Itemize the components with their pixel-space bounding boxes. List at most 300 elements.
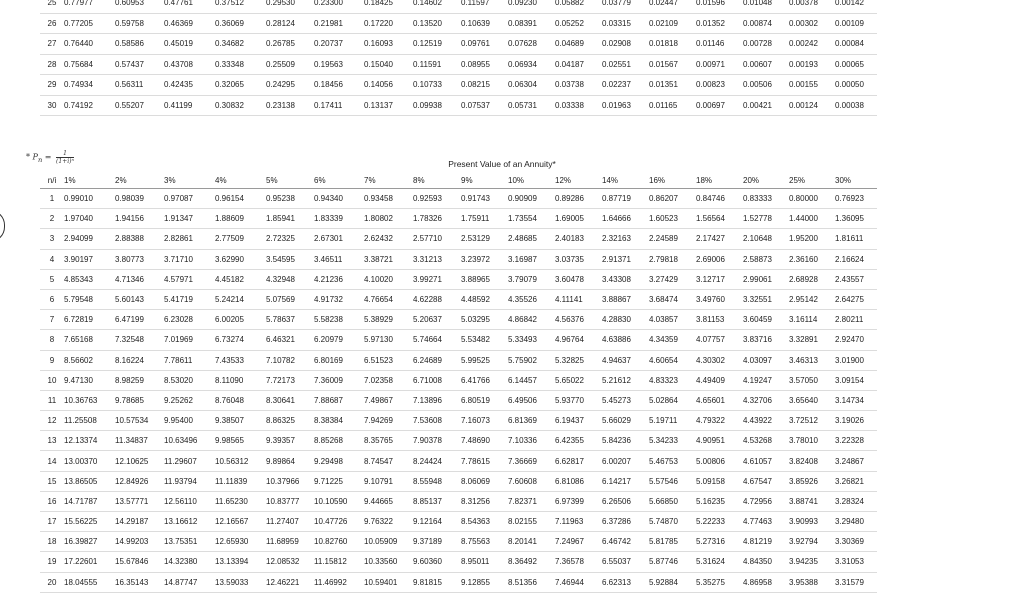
value-cell: 5.53482 (461, 330, 508, 350)
value-cell: 0.55207 (115, 95, 164, 116)
value-cell: 7.90378 (413, 431, 461, 451)
value-cell: 5.78637 (266, 310, 314, 330)
value-cell: 0.16093 (364, 34, 413, 55)
value-cell: 2.64275 (835, 289, 877, 309)
value-cell: 5.93770 (555, 390, 602, 410)
value-cell: 0.32065 (215, 75, 266, 96)
value-cell: 0.76923 (835, 189, 877, 209)
value-cell: 2.99061 (743, 269, 789, 289)
value-cell: 0.08391 (508, 13, 555, 34)
value-cell: 11.46992 (314, 572, 364, 592)
value-cell: 4.71346 (115, 269, 164, 289)
value-cell: 0.26785 (266, 34, 314, 55)
value-cell: 5.00806 (696, 451, 743, 471)
value-cell: 4.28830 (602, 310, 649, 330)
header-rate: 6% (314, 172, 364, 189)
period-cell: 3 (40, 229, 64, 249)
value-cell: 5.99525 (461, 350, 508, 370)
table-row (40, 390, 877, 410)
value-cell: 8.53020 (164, 370, 215, 390)
value-cell: 3.19026 (835, 411, 877, 431)
value-cell: 6.14457 (508, 370, 555, 390)
value-cell: 5.75902 (508, 350, 555, 370)
value-cell: 0.01963 (602, 95, 649, 116)
value-cell: 0.89286 (555, 189, 602, 209)
value-cell: 0.14056 (364, 75, 413, 96)
value-cell: 1.36095 (835, 209, 877, 229)
value-cell: 2.10648 (743, 229, 789, 249)
value-cell: 7.46944 (555, 572, 602, 592)
value-cell: 3.90993 (789, 512, 835, 532)
value-cell: 4.43922 (743, 411, 789, 431)
value-cell: 0.46369 (164, 13, 215, 34)
value-cell: 3.99271 (413, 269, 461, 289)
table-row (40, 411, 877, 431)
value-cell: 11.29607 (164, 451, 215, 471)
table-row (40, 330, 877, 350)
value-cell: 0.98039 (115, 189, 164, 209)
period-cell: 25 (40, 0, 64, 13)
value-cell: 11.25508 (64, 411, 115, 431)
value-cell: 0.11591 (413, 54, 461, 75)
value-cell: 5.46753 (649, 451, 696, 471)
value-cell: 10.82760 (314, 532, 364, 552)
value-cell: 5.84236 (602, 431, 649, 451)
value-cell: 2.77509 (215, 229, 266, 249)
value-cell: 3.46511 (314, 249, 364, 269)
value-cell: 1.64666 (602, 209, 649, 229)
value-cell: 0.12519 (413, 34, 461, 55)
value-cell: 5.19711 (649, 411, 696, 431)
value-cell: 6.46742 (602, 532, 649, 552)
footnote-denominator: (1+i)ⁿ (56, 158, 74, 165)
value-cell: 0.03338 (555, 95, 602, 116)
value-cell: 8.85268 (314, 431, 364, 451)
value-cell: 6.23028 (164, 310, 215, 330)
value-cell: 0.00506 (743, 75, 789, 96)
value-cell: 6.00205 (215, 310, 266, 330)
value-cell: 0.17411 (314, 95, 364, 116)
value-cell: 6.62313 (602, 572, 649, 592)
value-cell: 3.26821 (835, 471, 877, 491)
value-cell: 1.56564 (696, 209, 743, 229)
value-cell: 4.79322 (696, 411, 743, 431)
value-cell: 10.57534 (115, 411, 164, 431)
value-cell: 0.95238 (266, 189, 314, 209)
value-cell: 16.39827 (64, 532, 115, 552)
value-cell: 0.19563 (314, 54, 364, 75)
value-cell: 4.03097 (743, 350, 789, 370)
value-cell: 3.82408 (789, 451, 835, 471)
value-cell: 5.33493 (508, 330, 555, 350)
table-row (40, 451, 877, 471)
value-cell: 4.94637 (602, 350, 649, 370)
value-cell: 7.48690 (461, 431, 508, 451)
present-value-table-continued (40, 0, 877, 116)
value-cell: 18.04555 (64, 572, 115, 592)
value-cell: 13.16612 (164, 512, 215, 532)
value-cell: 7.60608 (508, 471, 555, 491)
value-cell: 8.35765 (364, 431, 413, 451)
value-cell: 4.90951 (696, 431, 743, 451)
value-cell: 2.32163 (602, 229, 649, 249)
value-cell: 5.45273 (602, 390, 649, 410)
header-rate: 14% (602, 172, 649, 189)
value-cell: 8.36492 (508, 552, 555, 572)
value-cell: 4.10020 (364, 269, 413, 289)
value-cell: 12.13374 (64, 431, 115, 451)
value-cell: 4.72956 (743, 491, 789, 511)
value-cell: 3.71710 (164, 249, 215, 269)
table-row (40, 310, 877, 330)
value-cell: 0.05731 (508, 95, 555, 116)
value-cell: 0.03738 (555, 75, 602, 96)
value-cell: 1.88609 (215, 209, 266, 229)
value-cell: 5.66029 (602, 411, 649, 431)
value-cell: 0.00697 (696, 95, 743, 116)
period-cell: 4 (40, 249, 64, 269)
value-cell: 1.91347 (164, 209, 215, 229)
table-row (40, 512, 877, 532)
page-edge-mark (0, 210, 5, 242)
footnote-eq: = (42, 152, 55, 162)
value-cell: 6.24689 (413, 350, 461, 370)
value-cell: 2.36160 (789, 249, 835, 269)
value-cell: 3.09154 (835, 370, 877, 390)
value-cell: 11.65230 (215, 491, 266, 511)
value-cell: 6.73274 (215, 330, 266, 350)
value-cell: 5.57546 (649, 471, 696, 491)
value-cell: 0.74934 (64, 75, 115, 96)
value-cell: 3.22328 (835, 431, 877, 451)
value-cell: 5.66850 (649, 491, 696, 511)
value-cell: 0.74192 (64, 95, 115, 116)
value-cell: 7.10336 (508, 431, 555, 451)
value-cell: 3.01900 (835, 350, 877, 370)
value-cell: 15.67846 (115, 552, 164, 572)
value-cell: 8.20141 (508, 532, 555, 552)
header-rate: 7% (364, 172, 413, 189)
value-cell: 0.00823 (696, 75, 743, 96)
value-cell: 10.10590 (314, 491, 364, 511)
value-cell: 0.23300 (314, 0, 364, 13)
value-cell: 4.53268 (743, 431, 789, 451)
value-cell: 3.62990 (215, 249, 266, 269)
value-cell: 4.86958 (743, 572, 789, 592)
value-cell: 13.59033 (215, 572, 266, 592)
value-cell: 3.60459 (743, 310, 789, 330)
value-cell: 6.42355 (555, 431, 602, 451)
value-cell: 13.57771 (115, 491, 164, 511)
value-cell: 2.68928 (789, 269, 835, 289)
period-cell: 20 (40, 572, 64, 592)
value-cell: 10.47726 (314, 512, 364, 532)
value-cell: 8.85137 (413, 491, 461, 511)
value-cell: 11.11839 (215, 471, 266, 491)
value-cell: 5.58238 (314, 310, 364, 330)
table-row (40, 95, 877, 116)
value-cell: 3.68474 (649, 289, 696, 309)
value-cell: 0.23138 (266, 95, 314, 116)
table-row (40, 269, 877, 289)
value-cell: 0.00242 (789, 34, 835, 55)
value-cell: 5.09158 (696, 471, 743, 491)
value-cell: 0.33348 (215, 54, 266, 75)
value-cell: 4.07757 (696, 330, 743, 350)
value-cell: 3.81153 (696, 310, 743, 330)
value-cell: 7.01969 (164, 330, 215, 350)
value-cell: 6.97399 (555, 491, 602, 511)
value-cell: 3.92794 (789, 532, 835, 552)
value-cell: 8.74547 (364, 451, 413, 471)
value-cell: 2.88388 (115, 229, 164, 249)
value-cell: 4.91732 (314, 289, 364, 309)
value-cell: 8.51356 (508, 572, 555, 592)
value-cell: 14.32380 (164, 552, 215, 572)
value-cell: 0.00378 (789, 0, 835, 13)
value-cell: 9.12855 (461, 572, 508, 592)
period-cell: 12 (40, 411, 64, 431)
value-cell: 5.32825 (555, 350, 602, 370)
value-cell: 8.38384 (314, 411, 364, 431)
value-cell: 4.63886 (602, 330, 649, 350)
value-cell: 10.05909 (364, 532, 413, 552)
value-cell: 0.93458 (364, 189, 413, 209)
value-cell: 0.86207 (649, 189, 696, 209)
value-cell: 0.03779 (602, 0, 649, 13)
value-cell: 4.61057 (743, 451, 789, 471)
value-cell: 3.83716 (743, 330, 789, 350)
period-cell: 17 (40, 512, 64, 532)
value-cell: 9.37189 (413, 532, 461, 552)
value-cell: 0.13520 (413, 13, 461, 34)
value-cell: 3.88741 (789, 491, 835, 511)
table-row (40, 13, 877, 34)
value-cell: 6.62817 (555, 451, 602, 471)
value-cell: 3.24867 (835, 451, 877, 471)
value-cell: 7.32548 (115, 330, 164, 350)
value-cell: 0.13137 (364, 95, 413, 116)
value-cell: 0.34682 (215, 34, 266, 55)
value-cell: 0.00302 (789, 13, 835, 34)
value-cell: 13.00370 (64, 451, 115, 471)
value-cell: 11.15812 (314, 552, 364, 572)
value-cell: 3.30369 (835, 532, 877, 552)
period-cell: 28 (40, 54, 64, 75)
value-cell: 3.95388 (789, 572, 835, 592)
value-cell: 10.56312 (215, 451, 266, 471)
value-cell: 0.57437 (115, 54, 164, 75)
header-rate: 3% (164, 172, 215, 189)
value-cell: 9.60360 (413, 552, 461, 572)
value-cell: 7.94269 (364, 411, 413, 431)
value-cell: 7.24967 (555, 532, 602, 552)
value-cell: 1.83339 (314, 209, 364, 229)
annuity-table (40, 172, 877, 593)
value-cell: 4.11141 (555, 289, 602, 309)
value-cell: 4.35526 (508, 289, 555, 309)
value-cell: 13.13394 (215, 552, 266, 572)
value-cell: 1.94156 (115, 209, 164, 229)
value-cell: 6.37286 (602, 512, 649, 532)
value-cell: 3.32551 (743, 289, 789, 309)
header-rate: 18% (696, 172, 743, 189)
value-cell: 0.20737 (314, 34, 364, 55)
value-cell: 11.34837 (115, 431, 164, 451)
period-cell: 11 (40, 390, 64, 410)
value-cell: 0.42435 (164, 75, 215, 96)
value-cell: 3.03735 (555, 249, 602, 269)
value-cell: 5.74664 (413, 330, 461, 350)
table-row (40, 0, 877, 13)
value-cell: 0.10733 (413, 75, 461, 96)
table-row (40, 75, 877, 96)
period-cell: 16 (40, 491, 64, 511)
value-cell: 5.38929 (364, 310, 413, 330)
value-cell: 0.01567 (649, 54, 696, 75)
value-cell: 9.71225 (314, 471, 364, 491)
value-cell: 12.16567 (215, 512, 266, 532)
value-cell: 5.60143 (115, 289, 164, 309)
value-cell: 4.83323 (649, 370, 696, 390)
annuity-title: Present Value of an Annuity* (448, 159, 556, 169)
table-row (40, 209, 877, 229)
value-cell: 3.12717 (696, 269, 743, 289)
value-cell: 3.16114 (789, 310, 835, 330)
value-cell: 0.21981 (314, 13, 364, 34)
value-cell: 0.07628 (508, 34, 555, 55)
value-cell: 11.93794 (164, 471, 215, 491)
value-cell: 0.01818 (649, 34, 696, 55)
value-cell: 3.88965 (461, 269, 508, 289)
value-cell: 6.71008 (413, 370, 461, 390)
value-cell: 4.65601 (696, 390, 743, 410)
period-cell: 5 (40, 269, 64, 289)
value-cell: 8.24424 (413, 451, 461, 471)
value-cell: 0.96154 (215, 189, 266, 209)
value-cell: 5.31624 (696, 552, 743, 572)
value-cell: 1.60523 (649, 209, 696, 229)
value-cell: 5.97130 (364, 330, 413, 350)
period-cell: 8 (40, 330, 64, 350)
value-cell: 3.85926 (789, 471, 835, 491)
period-cell: 15 (40, 471, 64, 491)
value-cell: 7.82371 (508, 491, 555, 511)
value-cell: 0.08215 (461, 75, 508, 96)
value-cell: 0.37512 (215, 0, 266, 13)
value-cell: 3.31053 (835, 552, 877, 572)
value-cell: 0.14602 (413, 0, 461, 13)
value-cell: 15.56225 (64, 512, 115, 532)
value-cell: 2.80211 (835, 310, 877, 330)
value-cell: 8.06069 (461, 471, 508, 491)
table-row (40, 289, 877, 309)
value-cell: 1.69005 (555, 209, 602, 229)
value-cell: 5.41719 (164, 289, 215, 309)
period-cell: 27 (40, 34, 64, 55)
value-cell: 9.89864 (266, 451, 314, 471)
table-row (40, 491, 877, 511)
value-cell: 4.57971 (164, 269, 215, 289)
value-cell: 0.84746 (696, 189, 743, 209)
value-cell: 0.02237 (602, 75, 649, 96)
value-cell: 3.90197 (64, 249, 115, 269)
value-cell: 1.78326 (413, 209, 461, 229)
period-cell: 26 (40, 13, 64, 34)
value-cell: 3.54595 (266, 249, 314, 269)
value-cell: 7.78611 (164, 350, 215, 370)
value-cell: 0.03315 (602, 13, 649, 34)
value-cell: 0.25509 (266, 54, 314, 75)
value-cell: 9.12164 (413, 512, 461, 532)
header-rate: 12% (555, 172, 602, 189)
value-cell: 3.31213 (413, 249, 461, 269)
value-cell: 2.62432 (364, 229, 413, 249)
value-cell: 0.07537 (461, 95, 508, 116)
value-cell: 8.11090 (215, 370, 266, 390)
value-cell: 4.81219 (743, 532, 789, 552)
value-cell: 0.06934 (508, 54, 555, 75)
value-cell: 9.81815 (413, 572, 461, 592)
value-cell: 9.78685 (115, 390, 164, 410)
value-cell: 0.18456 (314, 75, 364, 96)
value-cell: 3.43308 (602, 269, 649, 289)
value-cell: 2.92470 (835, 330, 877, 350)
value-cell: 7.72173 (266, 370, 314, 390)
value-cell: 7.53608 (413, 411, 461, 431)
value-cell: 3.57050 (789, 370, 835, 390)
value-cell: 4.21236 (314, 269, 364, 289)
value-cell: 4.62288 (413, 289, 461, 309)
value-cell: 0.45019 (164, 34, 215, 55)
value-cell: 9.44665 (364, 491, 413, 511)
value-cell: 12.08532 (266, 552, 314, 572)
value-cell: 0.41199 (164, 95, 215, 116)
value-cell: 1.75911 (461, 209, 508, 229)
value-cell: 0.01048 (743, 0, 789, 13)
period-cell: 29 (40, 75, 64, 96)
value-cell: 9.95400 (164, 411, 215, 431)
value-cell: 3.65640 (789, 390, 835, 410)
header-period: n/i (40, 172, 64, 189)
period-cell: 14 (40, 451, 64, 471)
value-cell: 7.36578 (555, 552, 602, 572)
value-cell: 0.00421 (743, 95, 789, 116)
value-cell: 10.83777 (266, 491, 314, 511)
value-cell: 4.86842 (508, 310, 555, 330)
value-cell: 3.32891 (789, 330, 835, 350)
value-cell: 5.24214 (215, 289, 266, 309)
value-cell: 3.38721 (364, 249, 413, 269)
value-cell: 4.34359 (649, 330, 696, 350)
value-cell: 6.81369 (508, 411, 555, 431)
value-cell: 0.01352 (696, 13, 743, 34)
value-cell: 4.96764 (555, 330, 602, 350)
value-cell: 0.29530 (266, 0, 314, 13)
table-row (40, 431, 877, 451)
value-cell: 0.01596 (696, 0, 743, 13)
value-cell: 3.27429 (649, 269, 696, 289)
value-cell: 0.36069 (215, 13, 266, 34)
value-cell: 4.19247 (743, 370, 789, 390)
value-cell: 0.99010 (64, 189, 115, 209)
value-cell: 11.68959 (266, 532, 314, 552)
value-cell: 0.91743 (461, 189, 508, 209)
value-cell: 10.63496 (164, 431, 215, 451)
header-rate: 4% (215, 172, 266, 189)
value-cell: 3.16987 (508, 249, 555, 269)
value-cell: 2.17427 (696, 229, 743, 249)
